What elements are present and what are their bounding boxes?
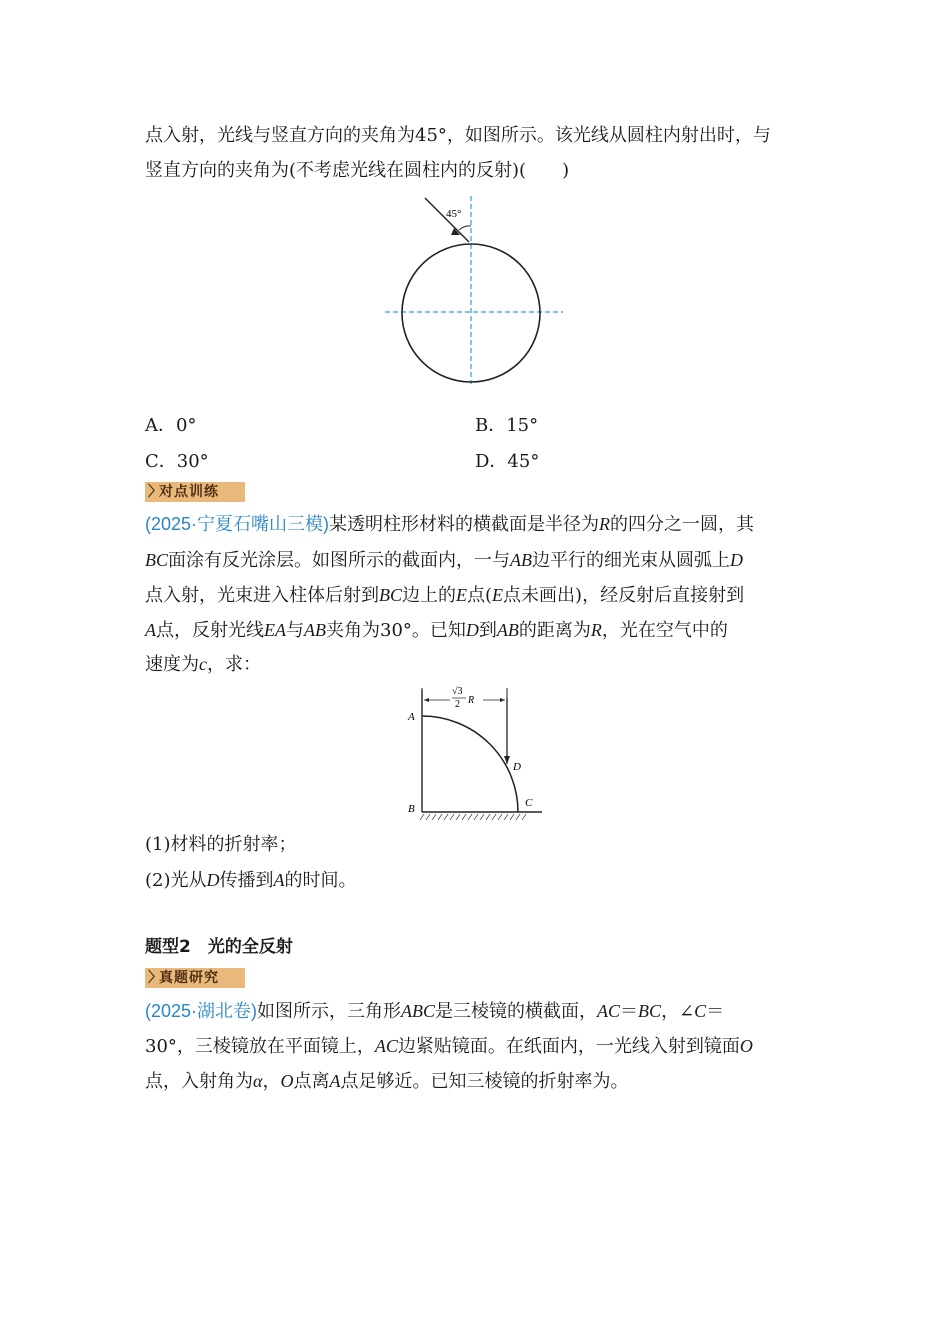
dim-denominator: 2 (455, 699, 460, 710)
q2-source: (2025·宁夏石嘴山三模) (145, 514, 330, 534)
q2-line4: A点，反射光线EA与AB夹角为30°。已知D到AB的距离为R，光在空气中的 (145, 620, 728, 641)
q2-sub1: (1)材料的折射率； (145, 834, 297, 855)
chevron-icon: 〉 (148, 484, 163, 500)
arc-AC (422, 716, 518, 812)
dim-numerator: √3 (452, 686, 463, 697)
label-D: D (513, 761, 521, 773)
practice-badge (145, 482, 245, 502)
option-d: D．45° (475, 451, 540, 472)
q1-text-line2: 竖直方向的夹角为(不考虑光线在圆柱内的反射)( ) (145, 160, 570, 181)
q2-line2: BC面涂有反光涂层。如图所示的截面内，一与AB边平行的细光束从圆弧上D (145, 550, 744, 571)
label-A: A (408, 711, 415, 723)
option-c: C．30° (145, 451, 209, 472)
real-exam-badge (145, 968, 245, 988)
q3-line3: 点，入射角为α，O点离A点足够近。已知三棱镜的折射率为。 (145, 1071, 629, 1092)
angle-arc (459, 226, 471, 230)
chevron-icon: 〉 (148, 970, 163, 986)
q3-line2: 30°，三棱镜放在平面镜上，AC边紧贴镜面。在纸面内，一光线入射到镜面O (145, 1036, 753, 1057)
q1-circle-figure (380, 192, 570, 392)
incident-ray (425, 198, 469, 242)
angle-label: 45° (446, 208, 462, 220)
hatching (420, 814, 526, 820)
practice-badge-label: 对点训练 (159, 484, 219, 500)
q2-line1: (2025·宁夏石嘴山三模)某透明柱形材料的横截面是半径为R的四分之一圆，其 (145, 514, 755, 535)
dim-R: R (468, 695, 475, 706)
q2-line3: 点入射，光束进入柱体后射到BC边上的E点(E点未画出)，经反射后直接射到 (145, 585, 745, 606)
q2-quarter-circle-figure (400, 680, 550, 825)
q2-line5: 速度为c，求： (145, 654, 261, 675)
q1-text-line1: 点入射，光线与竖直方向的夹角为45°，如图所示。该光线从圆柱内射出时，与 (145, 125, 771, 146)
label-B: B (408, 803, 415, 815)
real-exam-badge-label: 真题研究 (159, 970, 219, 986)
label-C: C (525, 797, 533, 809)
q3-line1: (2025·湖北卷)如图所示，三角形ABC是三棱镜的横截面，AC＝BC，∠C＝ (145, 1001, 725, 1022)
q2-sub2: (2)光从D传播到A的时间。 (145, 870, 357, 891)
section-title: 题型2 光的全反射 (145, 937, 293, 957)
q3-source: (2025·湖北卷) (145, 1001, 258, 1021)
option-a: A．0° (145, 415, 197, 436)
option-b: B．15° (475, 415, 539, 436)
